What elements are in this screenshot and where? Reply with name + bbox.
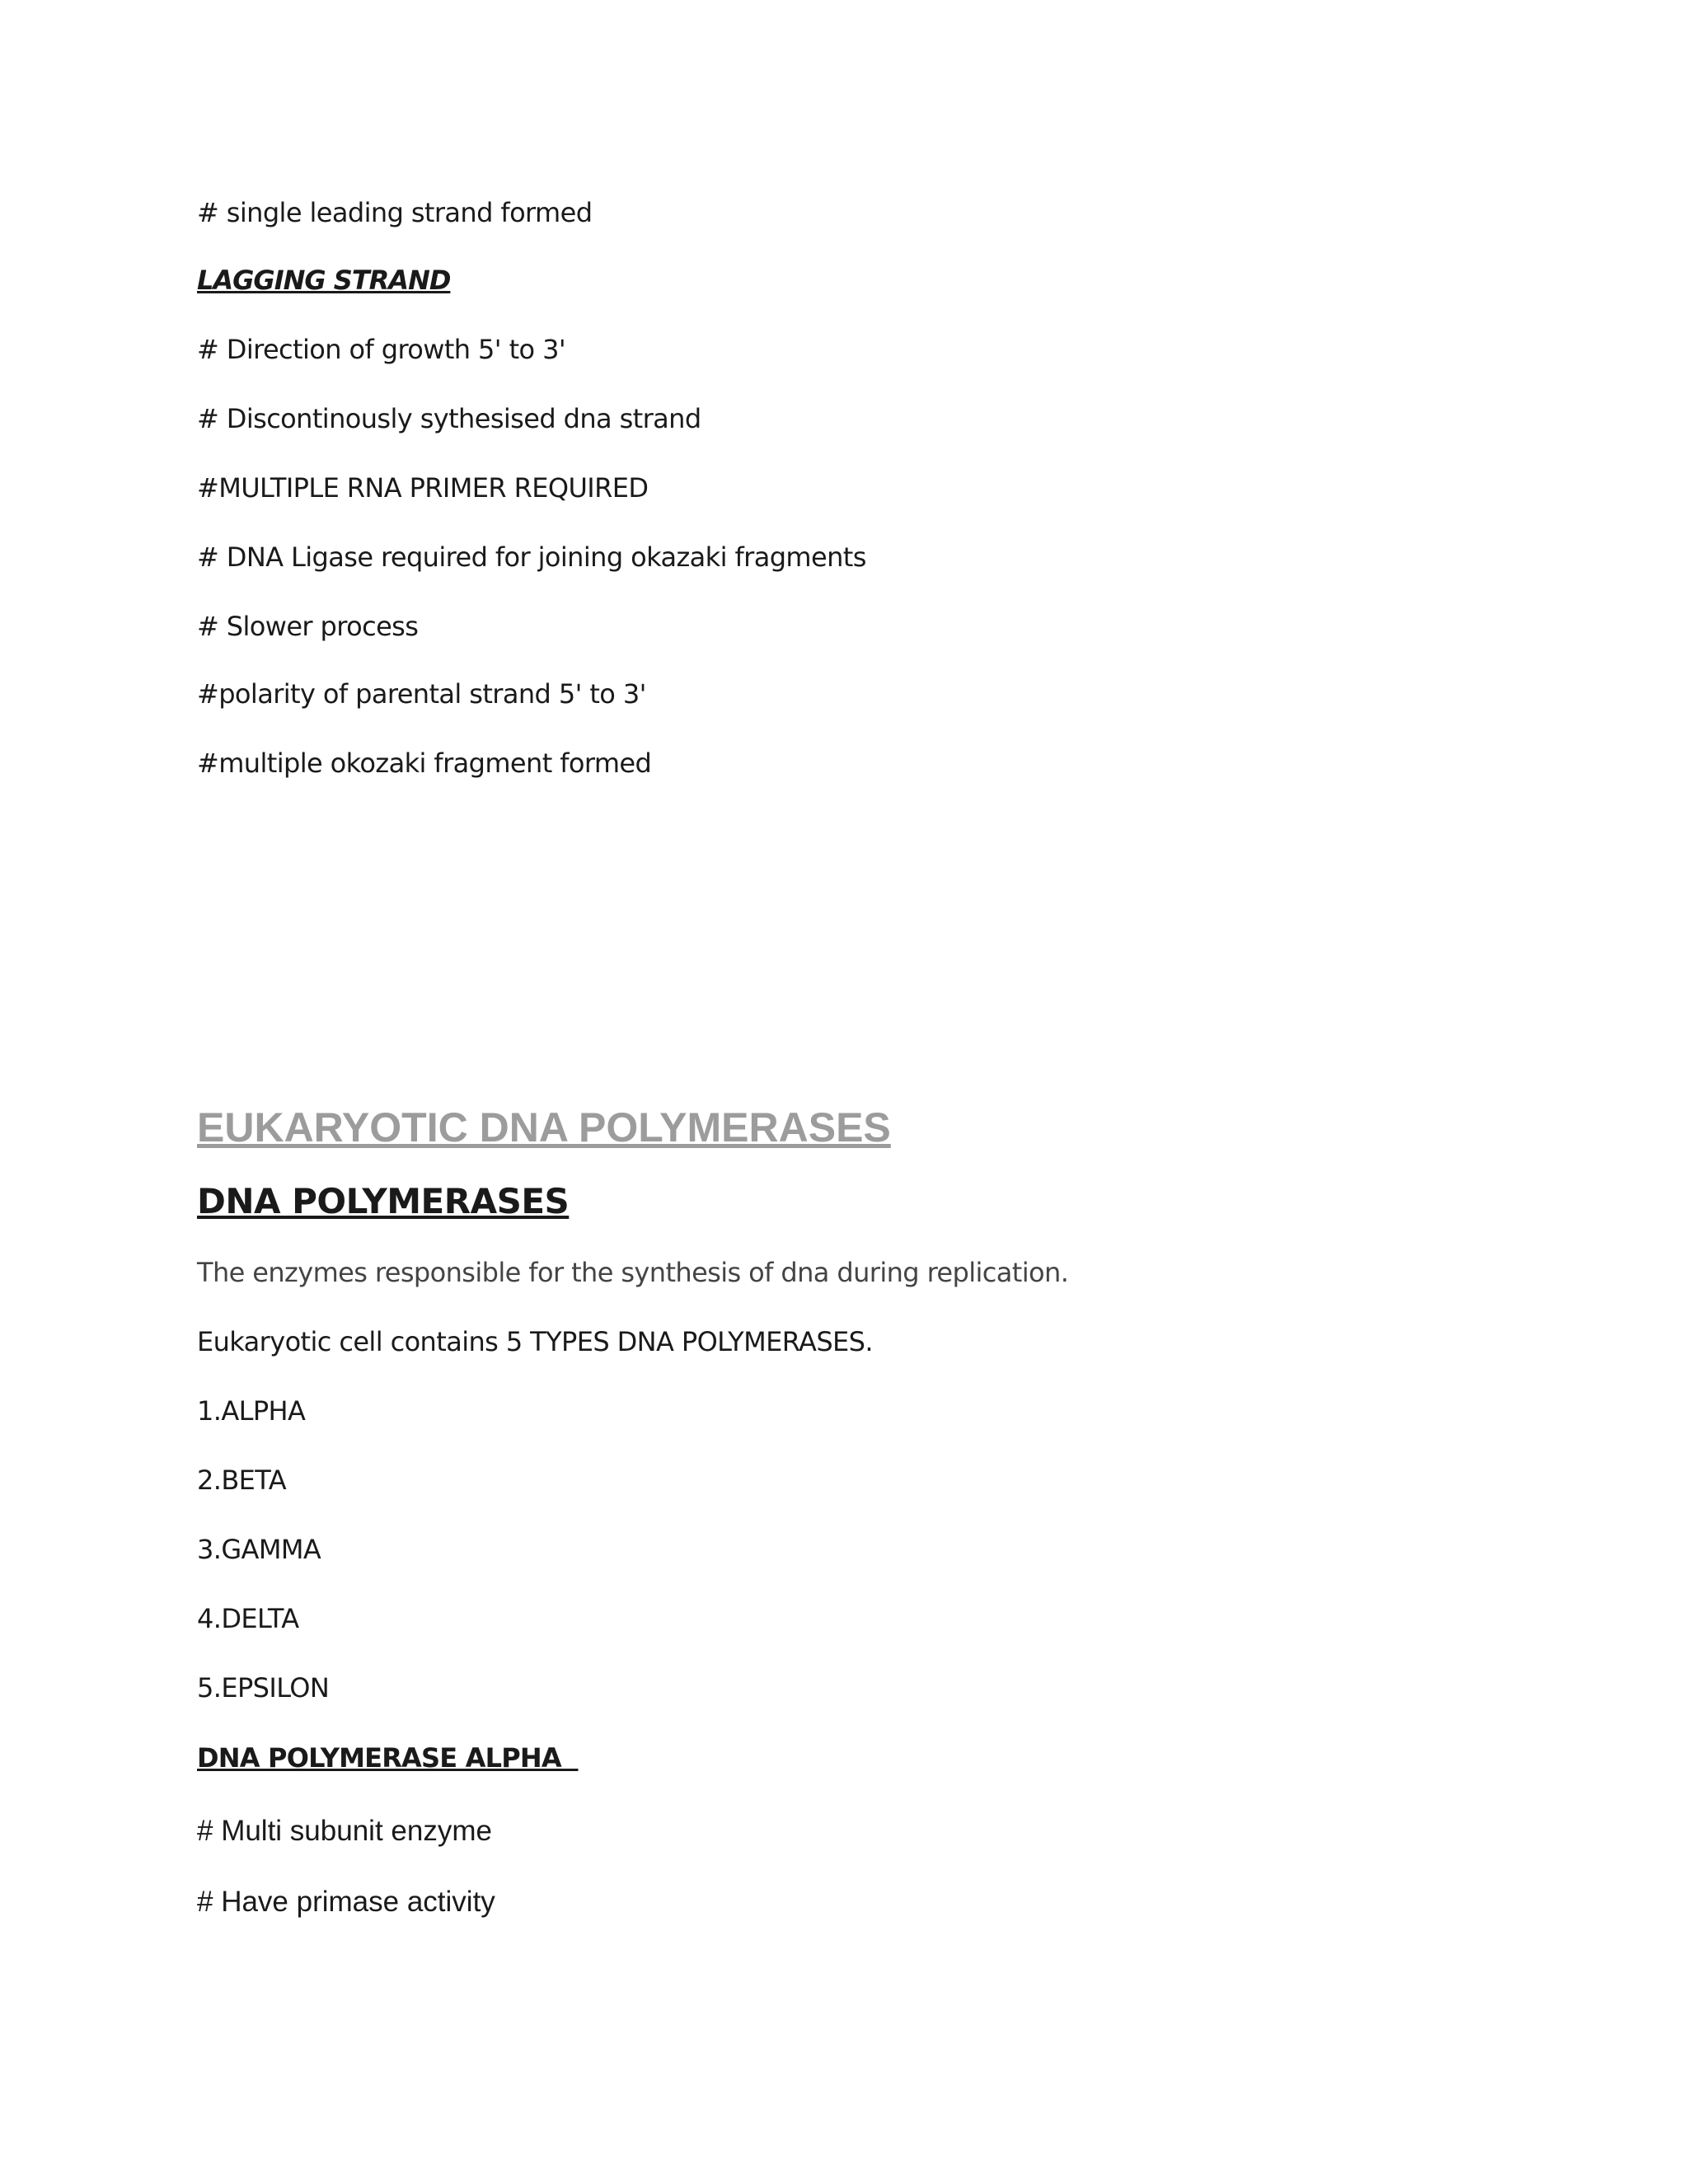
intro-text: The enzymes responsible for the synthesis of dna during replication. (197, 1257, 1069, 1288)
section-title-text: EUKARYOTIC DNA POLYMERASES (197, 1104, 891, 1151)
alpha-heading: DNA POLYMERASE ALPHA (197, 1742, 579, 1774)
type-item-gamma: 3.GAMMA (197, 1534, 321, 1565)
lagging-point-slower: # Slower process (197, 611, 419, 642)
leading-strand-note: # single leading strand formed (197, 197, 593, 228)
lagging-point-discontinuous: # Discontinously sythesised dna strand (197, 403, 701, 434)
lagging-point-okazaki: #multiple okozaki fragment formed (197, 748, 652, 779)
section-title (197, 1103, 891, 1152)
type-item-delta: 4.DELTA (197, 1603, 299, 1634)
count-text: Eukaryotic cell contains 5 TYPES DNA POLYMERASES. (197, 1326, 873, 1357)
lagging-point-polarity: #polarity of parental strand 5' to 3' (197, 678, 646, 710)
alpha-point-primase: # Have primase activity (197, 1886, 495, 1918)
type-item-epsilon: 5.EPSILON (197, 1672, 330, 1704)
lagging-point-ligase: # DNA Ligase required for joining okazaki fragments (197, 541, 866, 573)
type-item-beta: 2.BETA (197, 1465, 287, 1496)
lagging-strand-heading: LAGGING STRAND (197, 265, 451, 296)
subtitle: DNA POLYMERASES (197, 1181, 570, 1221)
lagging-point-primer: #MULTIPLE RNA PRIMER REQUIRED (197, 472, 649, 504)
lagging-point-direction: # Direction of growth 5' to 3' (197, 334, 566, 365)
alpha-point-subunit: # Multi subunit enzyme (197, 1815, 492, 1847)
type-item-alpha: 1.ALPHA (197, 1395, 306, 1427)
